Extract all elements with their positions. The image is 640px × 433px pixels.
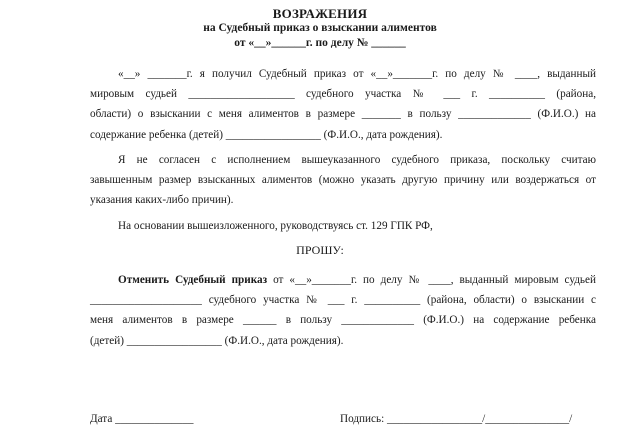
request-lead: Отменить Судебный приказ [118, 274, 268, 286]
document-case-reference: от «__»______г. по делу № ______ [234, 37, 406, 49]
paragraph-line: области) о взыскании с меня алиментов в размере _______ в пользу _____________ (Ф.И.О.) на [90, 108, 596, 121]
request-heading: ПРОШУ: [296, 243, 344, 257]
paragraph-disagreement [90, 150, 596, 211]
date-field: Дата ______________ [90, 413, 194, 425]
paragraph-legal-basis [90, 216, 596, 236]
paragraph-line: мировым судьей ___________________ судебного участка № ___ г. __________ (района, [90, 88, 596, 101]
paragraph-request [90, 270, 596, 351]
signature-field: Подпись: _________________/_______________/ [340, 413, 573, 425]
paragraph-line: ____________________ судебного участка № ___ г. __________ (района, области) о взыскании с [90, 294, 596, 307]
paragraph-line: Я не согласен с исполнением вышеуказанного судебного приказа, поскольку считаю [118, 154, 596, 166]
request-line-rest: от «__»_______г. по делу № ____, выданный мировым судьей [267, 274, 596, 286]
paragraph-line: завышенным размер взысканных алиментов (можно указать другую причину или воздержаться от [90, 174, 596, 187]
paragraph-line: На основании вышеизложенного, руководствуясь ст. 129 ГПК РФ, [118, 220, 433, 232]
paragraph-line: содержание ребенка (детей) _________________ (Ф.И.О., дата рождения). [90, 128, 443, 141]
paragraph-line: «__» _______г. я получил Судебный приказ от «__»_______г. по делу № ____, выданный [118, 68, 596, 80]
paragraph-line [90, 270, 596, 290]
paragraph-received-order [90, 64, 596, 145]
paragraph-line: меня алиментов в размере ______ в пользу _____________ (Ф.И.О.) на содержание ребенка [90, 314, 596, 327]
document-title: ВОЗРАЖЕНИЯ [272, 6, 368, 21]
document-subtitle: на Судебный приказ о взыскании алиментов [203, 22, 437, 34]
paragraph-line: указания каких-либо причин). [90, 194, 234, 207]
paragraph-line: (детей) _________________ (Ф.И.О., дата рождения). [90, 334, 344, 347]
